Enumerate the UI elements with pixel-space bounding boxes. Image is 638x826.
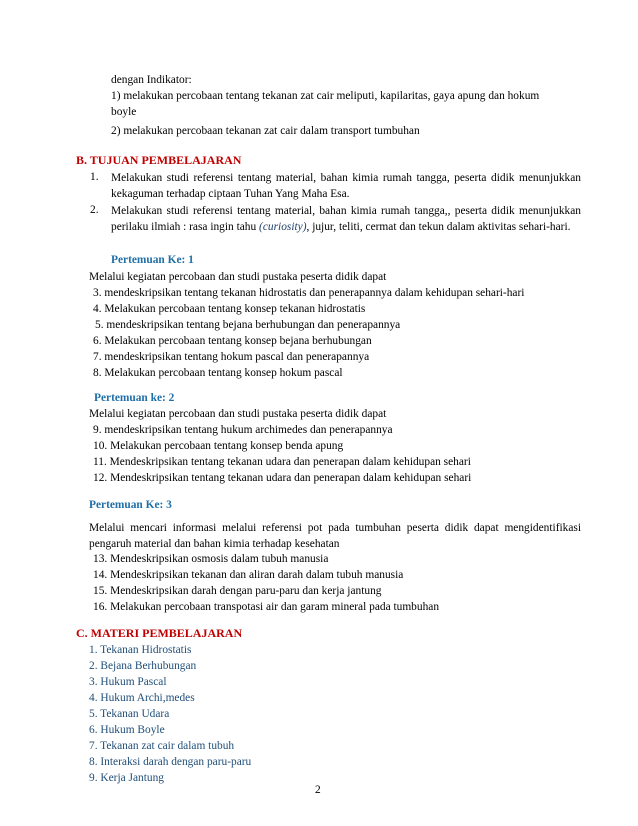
pertemuan-3-item: 16. Melakukan percobaan transpotasi air dan garam mineral pada tumbuhan bbox=[93, 601, 440, 613]
pertemuan-1-intro: Melalui kegiatan percobaan dan studi pustaka peserta didik dapat bbox=[89, 271, 387, 283]
pertemuan-2-item: 11. Mendeskripsikan tentang tekanan udara dan penerapan dalam kehidupan sehari bbox=[93, 456, 471, 468]
pertemuan-3-item: 13. Mendeskripsikan osmosis dalam tubuh manusia bbox=[93, 553, 329, 565]
pertemuan-2-item: 9. mendeskripsikan tentang hukum archimedes dan penerapannya bbox=[93, 424, 393, 436]
pertemuan-1-item: 7. mendeskripsikan tentang hokum pascal dan penerapannya bbox=[93, 351, 370, 363]
pertemuan-2-item: 12. Mendeskripsikan tentang tekanan udara dan penerapan dalam kehidupan sehari bbox=[93, 472, 472, 484]
pertemuan-3-title: Pertemuan Ke: 3 bbox=[89, 499, 172, 511]
materi-item: 3. Hukum Pascal bbox=[89, 676, 167, 688]
pertemuan-3-item: 14. Mendeskripsikan tekanan dan aliran darah dalam tubuh manusia bbox=[93, 569, 404, 581]
pertemuan-1-item: 6. Melakukan percobaan tentang konsep bejana berhubungan bbox=[93, 335, 372, 347]
pertemuan-2-intro: Melalui kegiatan percobaan dan studi pustaka peserta didik dapat bbox=[89, 408, 387, 420]
indikator-item-2: 2) melakukan percobaan tekanan zat cair dalam transport tumbuhan bbox=[111, 125, 420, 137]
pertemuan-3-item: 15. Mendeskripsikan darah dengan paru-paru dan kerja jantung bbox=[93, 585, 382, 597]
tujuan-item-2-number: 2. bbox=[90, 204, 99, 216]
indikator-item-1: 1) melakukan percobaan tentang tekanan zat cair meliputi, kapilaritas, gaya apung dan hokum bbox=[111, 90, 540, 102]
page-number: 2 bbox=[315, 784, 321, 796]
pertemuan-2-item: 10. Melakukan percobaan tentang konsep benda apung bbox=[93, 440, 344, 452]
materi-item: 5. Tekanan Udara bbox=[89, 708, 170, 720]
materi-item: 1. Tekanan Hidrostatis bbox=[89, 644, 192, 656]
materi-item: 7. Tekanan zat cair dalam tubuh bbox=[89, 740, 235, 752]
tujuan-item-2-text: Melakukan studi referensi tentang material, bahan kimia rumah tangga,, peserta didik menunjukkan perilaku ilmiah : rasa ingin tahu (curiosity), jujur, teliti, cermat dan tekun dalam aktivitas sehari-hari. bbox=[111, 205, 581, 233]
section-heading-materi: C. MATERI PEMBELAJARAN bbox=[76, 626, 243, 640]
tujuan-item-1-text: Melakukan studi referensi tentang material, bahan kimia rumah tangga, peserta didik menunjukkan kekaguman terhadap ciptaan Tuhan Yang Maha Esa. bbox=[111, 172, 581, 200]
indikator-intro: dengan Indikator: bbox=[111, 74, 192, 86]
materi-item: 8. Interaksi darah dengan paru-paru bbox=[89, 756, 252, 768]
pertemuan-1-item: 3. mendeskripsikan tentang tekanan hidrostatis dan penerapannya dalam kehidupan sehari-hari bbox=[93, 287, 525, 299]
pertemuan-1-title: Pertemuan Ke: 1 bbox=[111, 254, 194, 266]
materi-item: 4. Hukum Archi,medes bbox=[89, 692, 195, 704]
pertemuan-2-title: Pertemuan ke: 2 bbox=[94, 392, 175, 404]
tujuan-item-1-number: 1. bbox=[90, 171, 99, 183]
materi-item: 9. Kerja Jantung bbox=[89, 772, 164, 784]
pertemuan-1-item: 8. Melakukan percobaan tentang konsep hokum pascal bbox=[93, 367, 343, 379]
curiosity-term: (curiosity) bbox=[259, 221, 307, 233]
section-heading-tujuan: B. TUJUAN PEMBELAJARAN bbox=[76, 153, 242, 167]
materi-item: 6. Hukum Boyle bbox=[89, 724, 165, 736]
pertemuan-3-intro: Melalui mencari informasi melalui referensi pot pada tumbuhan peserta didik dapat mengidentifikasi pengaruh material dan bahan kimia terhadap kesehatan bbox=[89, 522, 581, 550]
materi-item: 2. Bejana Berhubungan bbox=[89, 660, 197, 672]
pertemuan-1-item: 4. Melakukan percobaan tentang konsep tekanan hidrostatis bbox=[93, 303, 366, 315]
pertemuan-1-item: 5. mendeskripsikan tentang bejana berhubungan dan penerapannya bbox=[95, 319, 401, 331]
indikator-item-1-cont: boyle bbox=[111, 106, 137, 118]
